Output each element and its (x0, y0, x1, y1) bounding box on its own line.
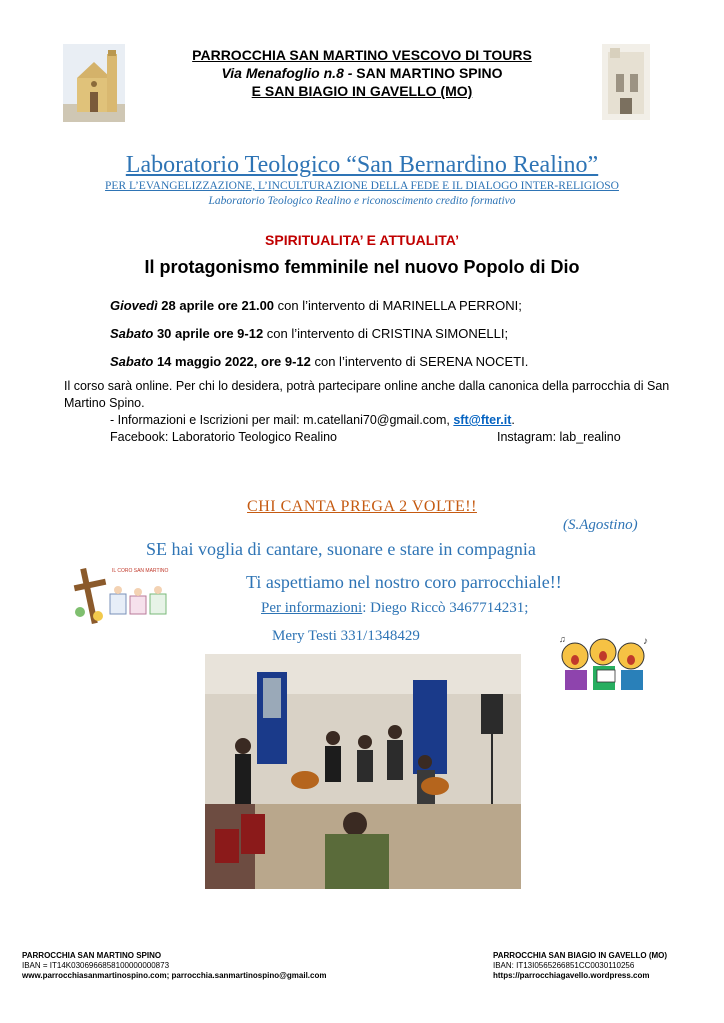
footer-right-web: https://parrocchiagavello.wordpress.com (493, 971, 650, 980)
singers-clipart (555, 632, 655, 694)
choir-quote-author: (S.Agostino) (563, 517, 638, 533)
online-note-line-2: Martino Spino. (64, 396, 145, 410)
footer-left-web: www.parrocchiasanmartinospino.com; parrocchia.sanmartinospino@gmail.com (22, 971, 327, 980)
choir-info-label: Per informazioni (261, 600, 363, 616)
info-line (110, 412, 690, 429)
footer-left (22, 951, 326, 981)
choir-title: CHI CANTA PREGA 2 VOLTE!! (247, 498, 477, 515)
choir-invite: SE hai voglia di cantare, suonare e stare in compagnia (146, 539, 536, 559)
info-text: - Informazioni e Iscrizioni per mail: m.catellani70@gmail.com, (110, 413, 454, 427)
parish-address-street: Via Menafoglio n.8 - (221, 65, 357, 81)
choir-rehearsal-photo (205, 654, 521, 889)
event-1-speaker: con l’intervento di MARINELLA PERRONI; (274, 298, 522, 313)
clipart-caption: IL CORO SAN MARTINO (112, 568, 169, 574)
lab-title: Laboratorio Teologico “San Bernardino Realino” (125, 152, 599, 178)
choir-info (261, 600, 528, 617)
event-3-day: Sabato (110, 354, 154, 369)
event-1-when: 28 aprile ore 21.00 (157, 298, 275, 313)
cross-choir-clipart (70, 566, 170, 626)
event-2 (110, 326, 508, 341)
parish-address-town: SAN MARTINO SPINO (356, 65, 503, 81)
info-suffix: . (511, 413, 515, 427)
event-3 (110, 354, 528, 369)
footer-right-name: PARROCCHIA SAN BIAGIO IN GAVELLO (MO) (493, 951, 668, 960)
event-2-speaker: con l’intervento di CRISTINA SIMONELLI; (263, 326, 509, 341)
choir-welcome: Ti aspettiamo nel nostro coro parrocchiale!! (246, 572, 562, 592)
choir-contact-2: Mery Testi 331/1348429 (272, 628, 420, 644)
course-title: Il protagonismo femminile nel nuovo Popolo di Dio (144, 257, 580, 277)
svg-text:♫: ♫ (559, 634, 566, 644)
event-2-when: 30 aprile ore 9-12 (153, 326, 264, 341)
lab-subtitle-2: Laboratorio Teologico Realino e riconoscimento credito formativo (208, 195, 516, 207)
svg-text:♪: ♪ (643, 636, 648, 647)
event-1 (110, 298, 522, 313)
event-1-day: Giovedì (110, 298, 158, 313)
parish-second (150, 82, 574, 100)
lab-subtitle: PER L’EVANGELIZZAZIONE, L’INCULTURAZIONE DELLA FEDE E IL DIALOGO INTER-RELIGIOSO (105, 180, 619, 192)
event-3-when: 14 maggio 2022, ore 9-12 (153, 354, 311, 369)
course-topic: SPIRITUALITA’ E ATTUALITA’ (265, 232, 459, 248)
church-photo-left (63, 44, 125, 122)
footer-right-iban: IBAN: IT13I0565266851CC0030110256 (493, 961, 635, 970)
parish-name-text: PARROCCHIA SAN MARTINO VESCOVO DI TOURS (192, 47, 532, 63)
email-link[interactable]: sft@fter.it (453, 413, 512, 427)
online-note-line-1: Il corso sarà online. Per chi lo desidera, potrà partecipare online anche dalla canonica della parrocchia di San (64, 379, 670, 393)
footer-left-iban: IBAN = IT14K0306966858100000000873 (22, 961, 170, 970)
event-3-speaker: con l’intervento di SERENA NOCETI. (310, 354, 529, 369)
footer-right (493, 951, 667, 981)
choir-info-contact: : Diego Riccò 3467714231; (362, 600, 529, 616)
instagram-text: Instagram: lab_realino (497, 430, 621, 444)
parish-second-text: E SAN BIAGIO IN GAVELLO (MO) (251, 83, 473, 99)
event-2-day: Sabato (110, 326, 154, 341)
online-note (64, 378, 684, 412)
parish-name (150, 46, 574, 64)
parish-address (150, 64, 574, 82)
footer-left-name: PARROCCHIA SAN MARTINO SPINO (22, 951, 162, 960)
church-photo-right (602, 44, 650, 120)
facebook-text: Facebook: Laboratorio Teologico Realino (110, 430, 338, 444)
